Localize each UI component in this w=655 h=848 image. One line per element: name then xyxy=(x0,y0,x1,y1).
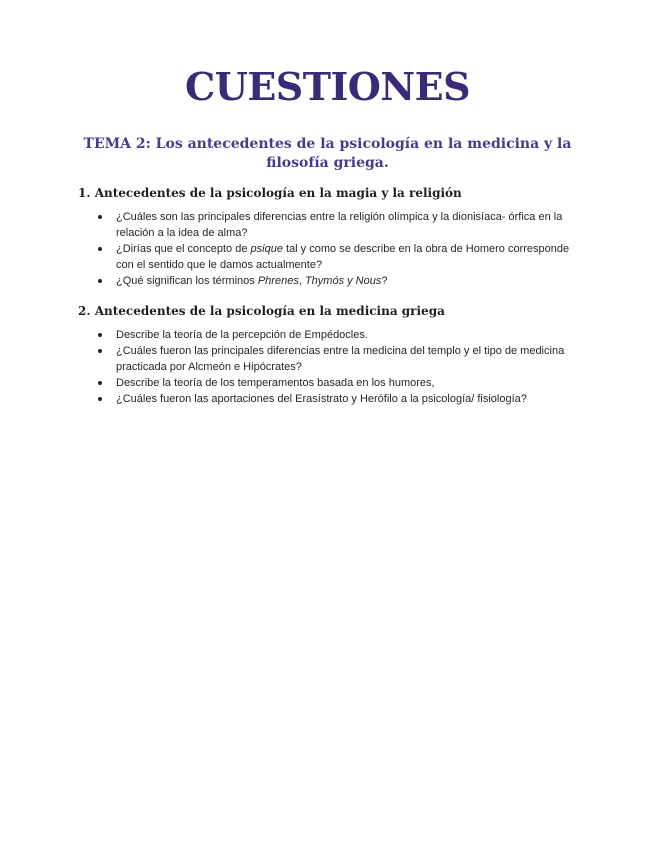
list-item xyxy=(96,273,577,289)
list-item xyxy=(96,209,577,241)
question-text: ¿Cuáles fueron las principales diferencias entre la medicina del templo y el tipo de medicina practicada por Alcmeón e Hipócrates? xyxy=(116,345,565,373)
question-text: tal y como se describe en la obra de Homero corresponde con el sentido que le damos actualmente? xyxy=(116,243,570,271)
emphasized-term: psique xyxy=(250,243,283,255)
list-item xyxy=(96,375,577,391)
emphasized-term: Thymós y Nous xyxy=(304,275,382,287)
list-item xyxy=(96,327,577,343)
list-item xyxy=(96,391,577,407)
question-text: , xyxy=(298,275,305,287)
question-text: ¿Qué significan los términos xyxy=(116,275,258,287)
question-text: ¿Dirías que el concepto de xyxy=(116,243,251,255)
question-list-1 xyxy=(78,209,577,289)
list-item xyxy=(96,343,577,375)
topic-subtitle: TEMA 2: Los antecedentes de la psicología en la medicina y la filosofía griega. xyxy=(83,136,572,171)
section-heading-2: 2. Antecedentes de la psicología en la medicina griega xyxy=(78,304,445,318)
question-text: ¿Cuáles son las principales diferencias entre la religión olímpica y la dionisíaca- órfica en la relación a la idea de alma? xyxy=(116,211,563,239)
question-list-2 xyxy=(78,327,577,407)
section-heading-1: 1. Antecedentes de la psicología en la magia y la religión xyxy=(78,186,462,200)
question-text: ¿Cuáles fueron las aportaciones del Erasístrato y Herófilo a la psicología/ fisiología? xyxy=(116,393,527,405)
question-text: Describe la teoría de los temperamentos basada en los humores, xyxy=(116,377,435,389)
page-title: CUESTIONES xyxy=(184,64,471,109)
question-text: ? xyxy=(381,275,388,287)
list-item xyxy=(96,241,577,273)
question-text: Describe la teoría de la percepción de Empédocles. xyxy=(116,329,368,341)
emphasized-term: Phrenes xyxy=(257,275,299,287)
